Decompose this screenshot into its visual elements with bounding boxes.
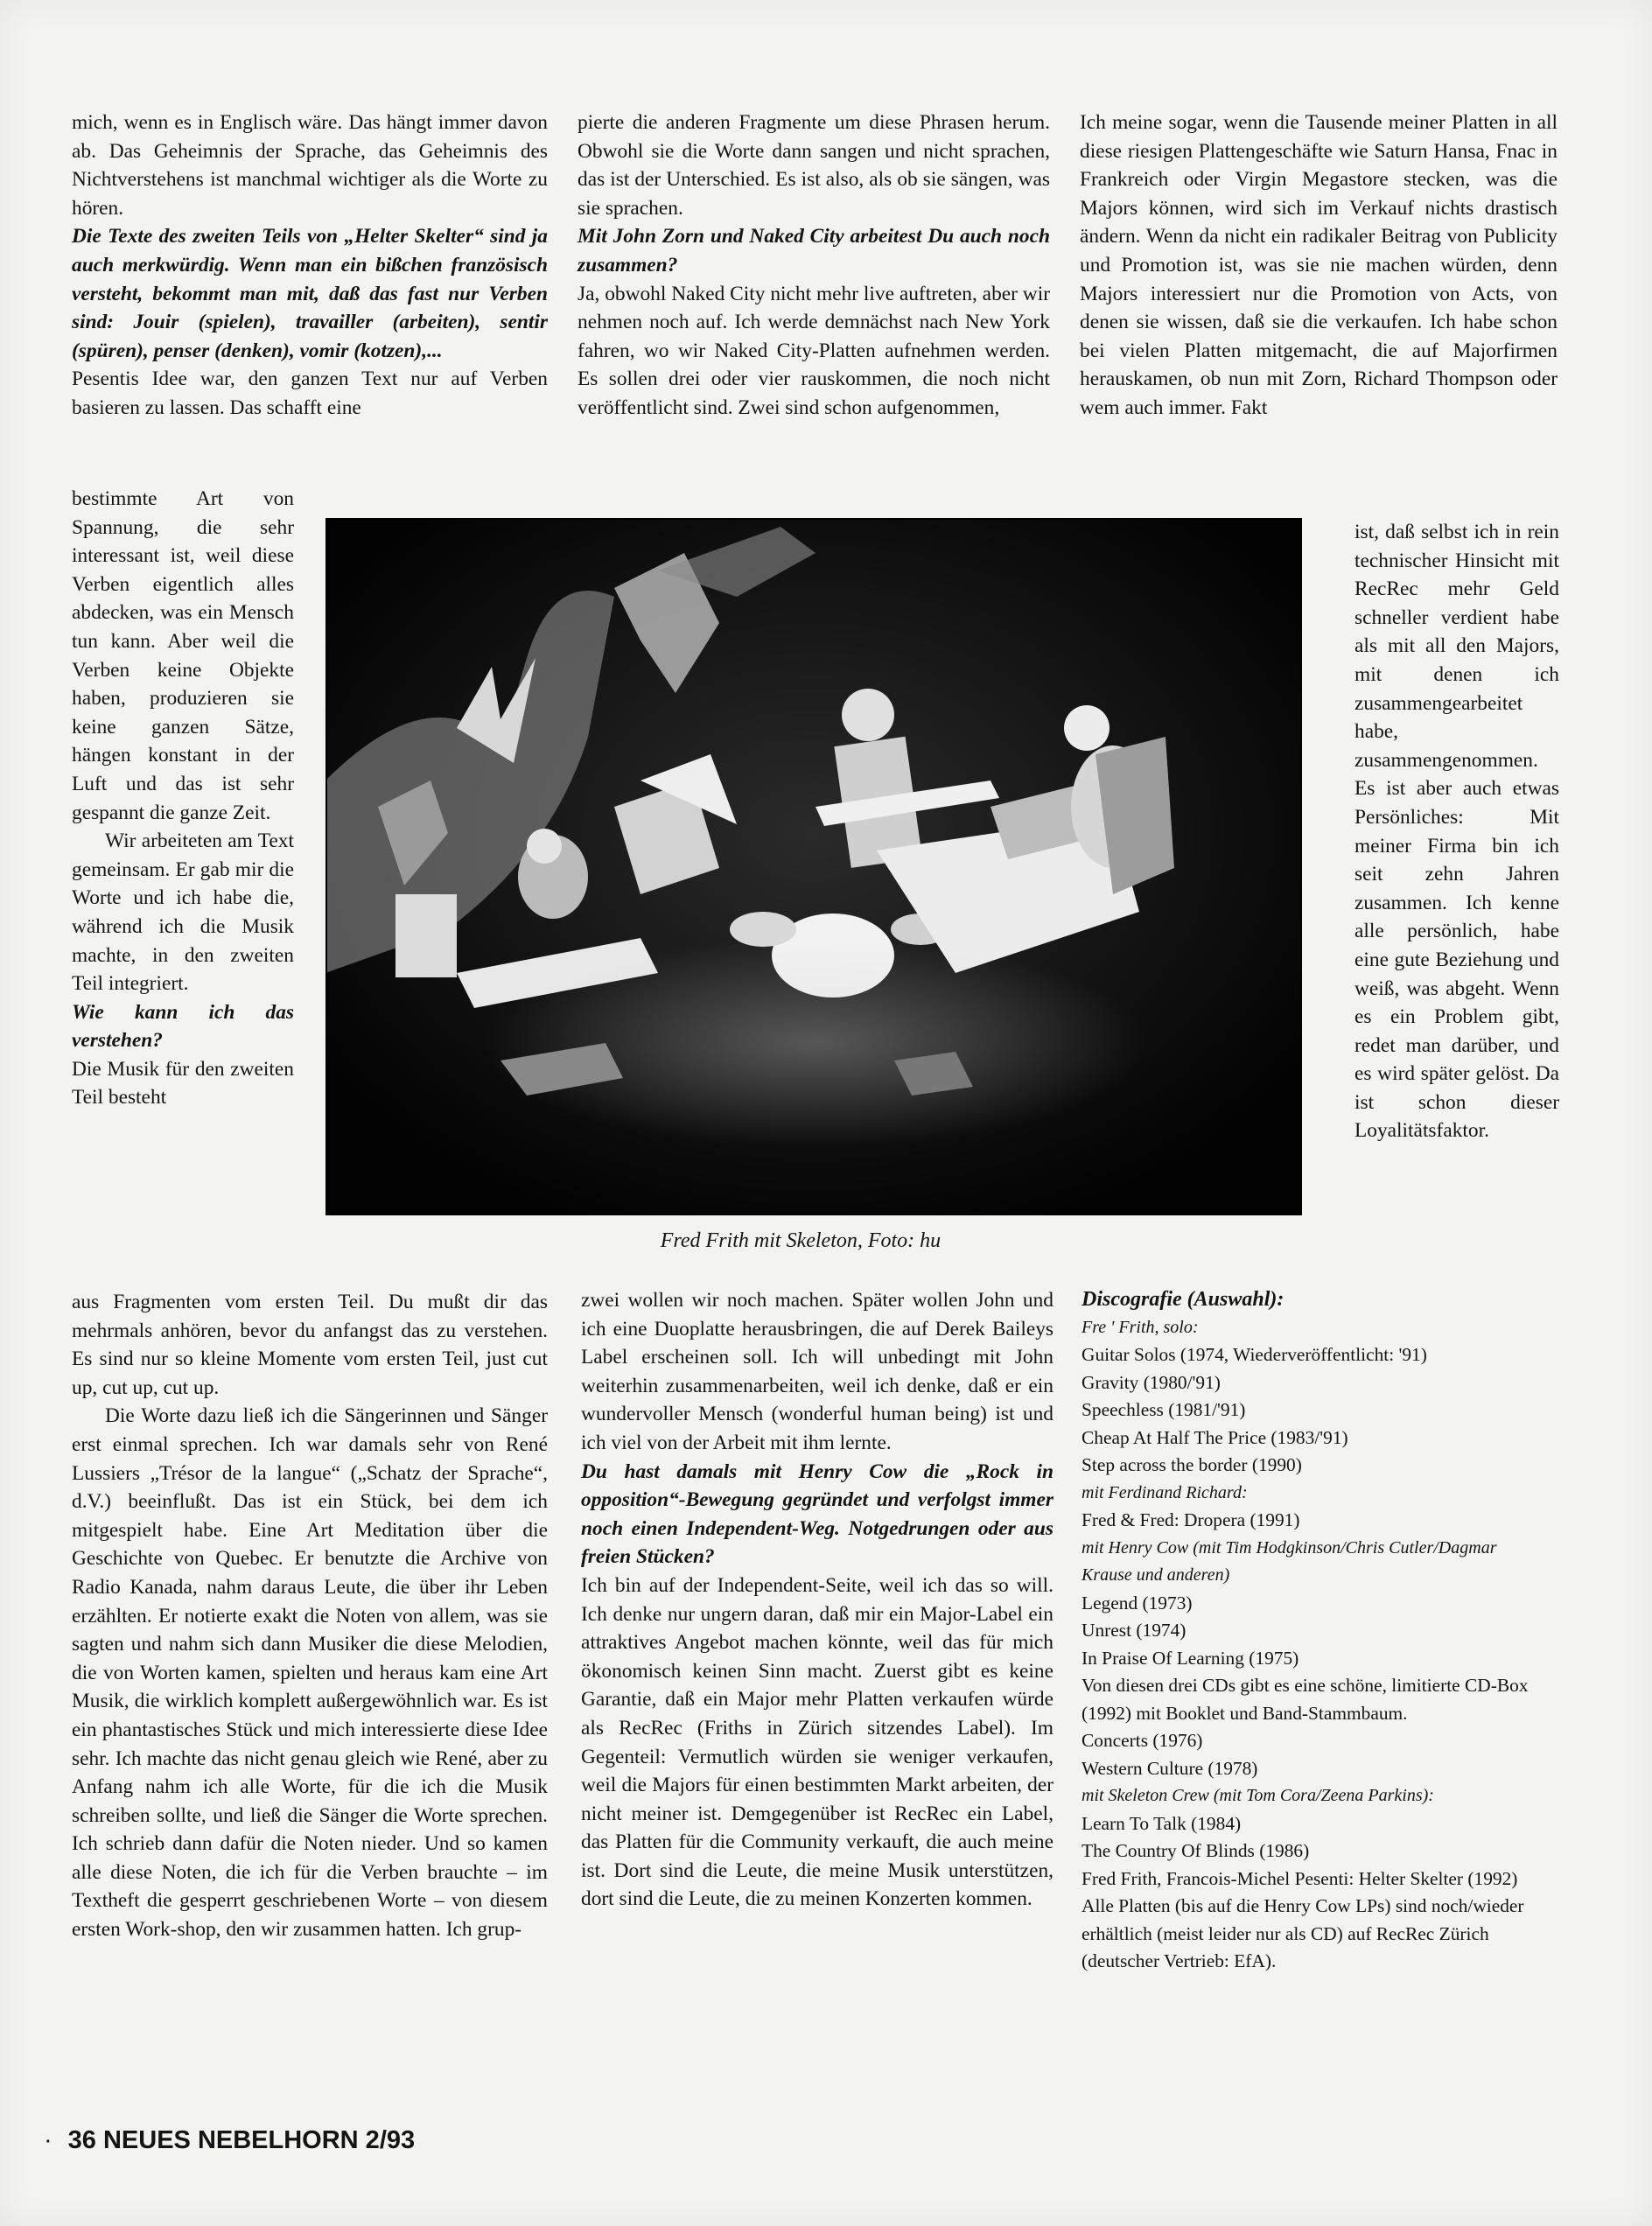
discography-group-heading: Fre ' Frith, solo:: [1082, 1317, 1199, 1337]
article-paragraph: mich, wenn es in Englisch wäre. Das hängt immer davon ab. Das Geheimnis der Sprache, das Geheimnis des Nichtverstehens ist manchmal wichtiger als die Worte zu hören.: [72, 111, 548, 220]
interview-question: Wie kann ich das verstehen?: [72, 1000, 294, 1053]
page-footer: [44, 2126, 415, 2155]
discography-title: Discografie (Auswahl):: [1082, 1288, 1284, 1311]
discography-entry: Von diesen drei CDs gibt es eine schöne, limitierte CD-Box (1992) mit Booklet und Band-Stammbaum.: [1082, 1675, 1529, 1724]
discography-entry: Western Culture (1978): [1082, 1757, 1258, 1779]
column-2-bottom-text: [581, 1286, 1054, 1914]
article-paragraph: ist, daß selbst ich in rein technischer Hinsicht mit RecRec mehr Geld schneller verdient habe als mit all den Majors, mit denen ich zusammengearbeitet habe, zusammengenommen. Es ist aber auch etwas Persönliches: Mit meiner Firma bin ich seit zehn Jahren zusammen. Ich kenne alle persönlich, habe eine gute Beziehung und weiß, was abgeht. Wenn es ein Problem gibt, redet man darüber, und es wird später gelöst. Da ist schon dieser Loyalitätsfaktor.: [1354, 521, 1559, 1143]
article-paragraph: aus Fragmenten vom ersten Teil. Du mußt dir das mehrmals anhören, bevor du anfangst das zu verstehen. Es sind nur so kleine Momente vom ersten Teil, just cut up, cut up, cut up.: [72, 1291, 548, 1399]
article-paragraph: Ich meine sogar, wenn die Tausende meiner Platten in all diese riesigen Plattengeschäfte wie Saturn Hansa, Fnac in Frankreich oder Virgin Megastore stecken, was die Majors können, wird sich im Verkauf nichts drastisch ändern. Wenn da nicht ein radikaler Beitrag von Publicity und Promotion ist, was sie nie machen würden, denn Majors interessiert nur die Promotion von Acts, von denen sie wissen, daß sie die verkaufen. Ich habe schon bei vielen Platten mitgemacht, die auf Majorfirmen herauskamen, ob nun mit Zorn, Richard Thompson oder wem auch immer. Fakt: [1080, 111, 1558, 419]
article-paragraph: pierte die anderen Fragmente um diese Phrasen herum. Obwohl sie die Worte dann sangen und nicht sprachen, das ist der Unterschied. Es ist also, als ob sie sängen, was sie sprachen.: [578, 111, 1050, 220]
column-2-top-text: [578, 108, 1050, 423]
interview-question: Die Texte des zweiten Teils von „Helter Skelter“ sind ja auch merkwürdig. Wenn man ein bißchen französisch versteht, bekommt man mit, daß das fast nur Verben sind: Jouir (spielen), travailler (arbeiten), sentir (spüren), penser (denken), vomir (kotzen),...: [72, 225, 548, 362]
column-1-top-text: [72, 108, 548, 423]
discography-entry: Legend (1973): [1082, 1592, 1193, 1614]
discography-group-heading: mit Henry Cow (mit Tim Hodgkinson/Chris Cutler/Dagmar Krause und anderen): [1082, 1537, 1497, 1585]
discography-list: [1082, 1314, 1536, 1976]
discography-entry: Fred & Fred: Dropera (1991): [1082, 1509, 1300, 1530]
discography-group-heading: mit Skeleton Crew (mit Tom Cora/Zeena Parkins):: [1082, 1786, 1434, 1805]
article-paragraph: bestimmte Art von Spannung, die sehr interessant ist, weil diese Verben eigentlich alles abdecken, was ein Mensch tun kann. Aber weil die Verben keine Objekte haben, produzieren sie keine ganzen Sätze, hängen konstant in der Luft und das ist sehr gespannt die ganze Zeit.: [72, 487, 294, 824]
discography-entry: Unrest (1974): [1082, 1620, 1186, 1641]
concert-photo: [326, 518, 1302, 1215]
article-paragraph: Ich bin auf der Independent-Seite, weil ich das so will. Ich denke nur ungern daran, daß mir ein Major-Label ein attraktives Angebot machen könnte, weil das für mich ökonomisch keinen Sinn macht. Zuerst gibt es keine Garantie, daß ein Major mehr Platten verkaufen würde als RecRec (Friths in Zürich sitzendes Label). Im Gegenteil: Vermutlich würden sie weniger verkaufen, weil die Majors für einen bestimmten Markt arbeiten, der nicht meiner ist. Demgegenüber ist RecRec ein Label, das Platten für die Community verkauft, die auch meine ist. Dort sind die Leute, die meine Musik unterstützen, dort sind die Leute, die zu meinen Konzerten kommen.: [581, 1573, 1054, 1911]
article-paragraph: Die Worte dazu ließ ich die Sängerinnen und Sänger erst einmal sprechen. Ich war damals sehr von René Lussiers „Trésor de la langue“ („Schatz der Sprache“, d.V.) beeinflußt. Das ist ein Stück, bei dem ich mitgespielt habe. Eine Art Meditation über die Geschichte von Quebec. Er benutzte die Archive von Radio Kanada, nahm daraus Leute, die über ihr Leben erzählten. Er notierte exakt die Noten von allem, was sie sagten und nahm sich dann Musiker die diese Melodien, die von Worten kamen, spielten und heraus kam eine Art Musik, die wirklich komplett außergewöhnlich war. Es ist ein phantastisches Stück und mich interessierte diese Idee sehr. Ich machte das nicht genau gleich wie René, aber zu Anfang nahm ich alle Worte, für die ich die Musik schreiben sollte, und ließ die Sänger die Worte sprechen. Ich schrieb dann dafür die Noten nieder. Und so kamen alle diese Noten, die ich für die Verben brauchte – im Textheft die gesperrt geschriebenen Worte – von diesem ersten Work-shop, den wir zusammen hatten. Ich grup-: [72, 1404, 548, 1942]
discography-entry: Step across the border (1990): [1082, 1454, 1302, 1475]
footer-bullet: ·: [44, 2126, 52, 2154]
discography-entry: In Praise Of Learning (1975): [1082, 1647, 1299, 1669]
article-paragraph: Wir arbeiteten am Text gemeinsam. Er gab mir die Worte und ich habe die, während ich die Musik machte, in den zweiten Teil integriert.: [72, 830, 294, 996]
discography-entry: The Country Of Blinds (1986): [1082, 1840, 1310, 1861]
discography-entry: Speechless (1981/'91): [1082, 1399, 1246, 1420]
article-paragraph: Die Musik für den zweiten Teil besteht: [72, 1057, 294, 1110]
discography-entry: Fred Frith, Francois-Michel Pesenti: Helter Skelter (1992): [1082, 1867, 1518, 1889]
interview-question: Du hast damals mit Henry Cow die „Rock in opposition“-Bewegung gegründet und verfolgst immer noch einen Independent-Weg. Notgedrungen oder aus freien Stücken?: [581, 1460, 1054, 1569]
discography-entry: Cheap At Half The Price (1983/'91): [1082, 1426, 1348, 1448]
discography-entry: Guitar Solos (1974, Wiederveröffentlicht: '91): [1082, 1344, 1427, 1365]
discography-entry: Gravity (1980/'91): [1082, 1371, 1221, 1393]
discography-entry: Alle Platten (bis auf die Henry Cow LPs) sind noch/wieder erhältlich (meist leider nur als CD) auf RecRec Zürich (deutscher Vertrieb: EfA).: [1082, 1895, 1524, 1971]
interview-question: Mit John Zorn und Naked City arbeitest Du auch noch zusammen?: [578, 225, 1050, 276]
article-paragraph: Ja, obwohl Naked City nicht mehr live auftreten, aber wir nehmen noch auf. Ich werde demnächst nach New York fahren, wo wir Naked City-Platten aufnehmen werden. Es sollen drei oder vier rauskommen, die noch nicht veröffentlicht sind. Zwei sind schon aufgenommen,: [578, 282, 1050, 419]
column-1-wrap-text: [72, 485, 294, 1112]
article-paragraph: zwei wollen wir noch machen. Später wollen John und ich eine Duoplatte herausbringen, die auf Derek Baileys Label erscheinen soll. Ich will unbedingt mit John weiterhin zusammenarbeiten, weil ich denke, daß er ein wundervoller Mensch (wonderful human being) ist und ich viel von der Arbeit mit ihm lernte.: [581, 1289, 1054, 1454]
footer-text: 36 NEUES NEBELHORN 2/93: [67, 2126, 416, 2154]
column-3-wrap-text: [1354, 518, 1559, 1145]
photo-caption: Fred Frith mit Skeleton, Foto: hu: [660, 1229, 942, 1252]
concert-photo-image: [326, 518, 1302, 1215]
discography-entry: Learn To Talk (1984): [1082, 1812, 1242, 1834]
discography-entry: Concerts (1976): [1082, 1730, 1203, 1751]
column-3-top-text: [1080, 108, 1558, 423]
column-1-bottom-text: [72, 1288, 548, 1944]
discography-group-heading: mit Ferdinand Richard:: [1082, 1482, 1248, 1502]
article-paragraph: Pesentis Idee war, den ganzen Text nur auf Verben basieren zu lassen. Das schafft eine: [72, 368, 548, 419]
discography: [1082, 1286, 1536, 1976]
